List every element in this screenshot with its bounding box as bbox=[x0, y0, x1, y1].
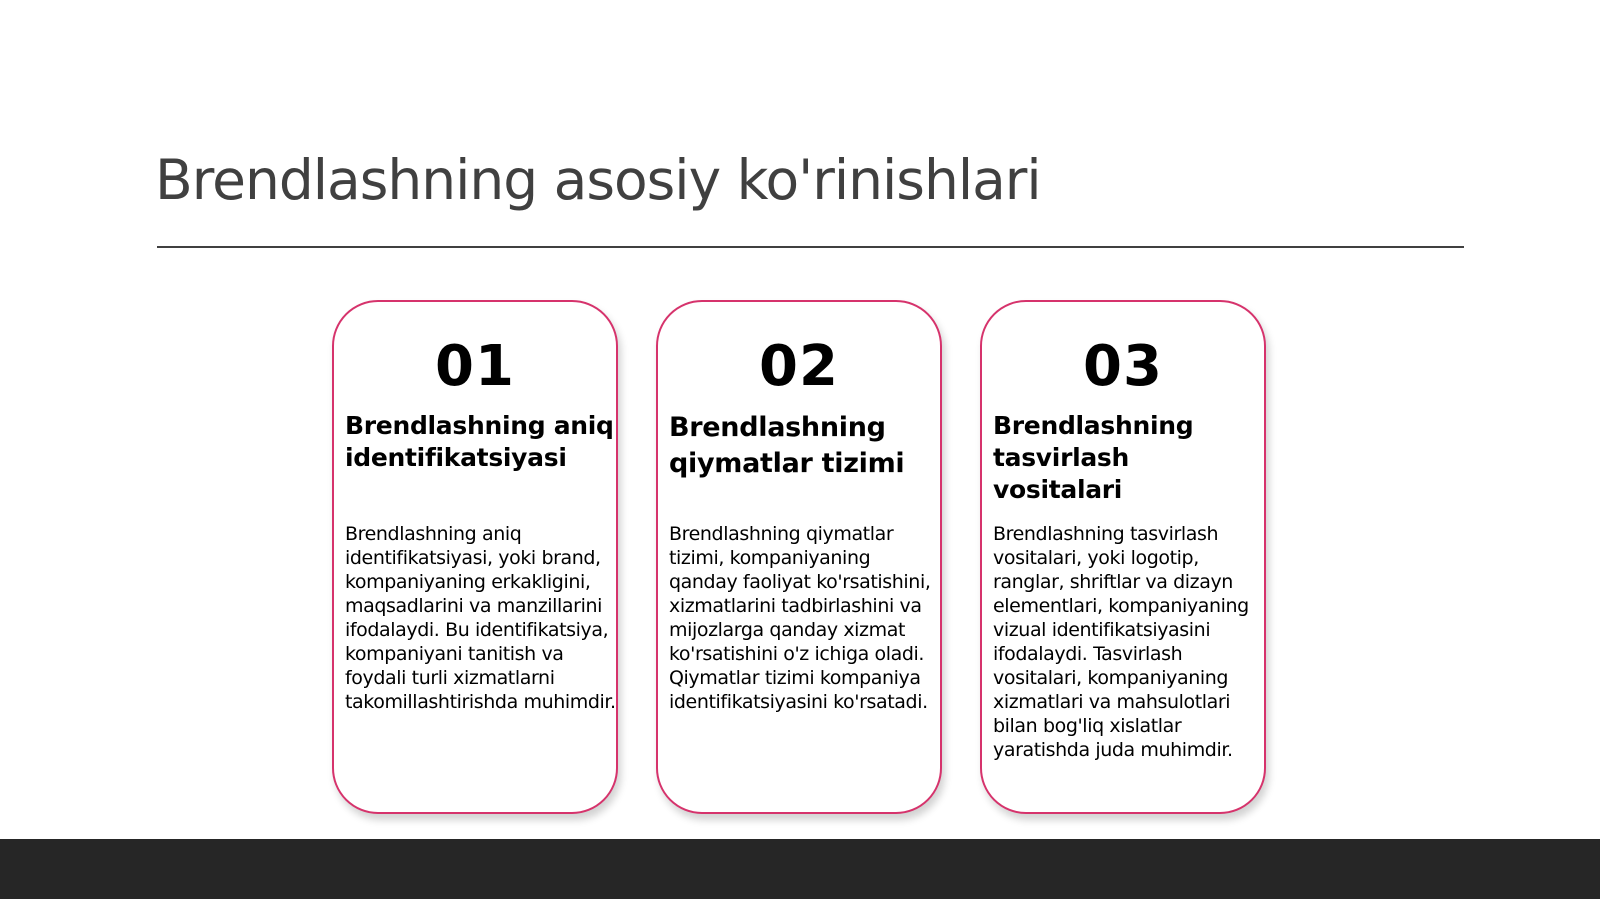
card-number: 03 bbox=[1083, 334, 1163, 399]
card-number: 01 bbox=[435, 334, 515, 399]
card-3 bbox=[980, 300, 1266, 814]
card-body: Brendlashning aniq identifikatsiyasi, yoki brand, kompaniyaning erkakligini, maqsadlarini va manzillarini ifodalaydi. Bu identifikatsiya, kompaniyani tanitish va foydali turli xizmatlarni takomillashtirishda muhimdir. bbox=[345, 523, 616, 713]
card-body: Brendlashning qiymatlar tizimi, kompaniyaning qanday faoliyat ko'rsatishini, xizmatlarini tadbirlashini va mijozlarga qanday xizmat ko'rsatishini o'z ichiga oladi. Qiymatlar tizimi kompaniya identifikatsiyasini ko'rsatadi. bbox=[669, 523, 931, 713]
slide-title: Brendlashning asosiy ko'rinishlari bbox=[155, 148, 1041, 212]
card-heading: Brendlashning aniq identifikatsiyasi bbox=[345, 411, 614, 472]
card-number: 02 bbox=[759, 334, 839, 399]
footer-bar bbox=[0, 839, 1600, 899]
card-1 bbox=[332, 300, 618, 814]
card-heading: Brendlashning tasvirlash vositalari bbox=[993, 411, 1194, 504]
title-divider bbox=[157, 246, 1464, 248]
card-body: Brendlashning tasvirlash vositalari, yoki logotip, ranglar, shriftlar va dizayn elementlari, kompaniyaning vizual identifikatsiyasini ifodalaydi. Tasvirlash vositalari, kompaniyaning xizmatlari va mahsulotlari bilan bog'liq xislatlar yaratishda juda muhimdir. bbox=[993, 523, 1249, 761]
card-2 bbox=[656, 300, 942, 814]
card-heading: Brendlashning qiymatlar tizimi bbox=[669, 412, 905, 479]
